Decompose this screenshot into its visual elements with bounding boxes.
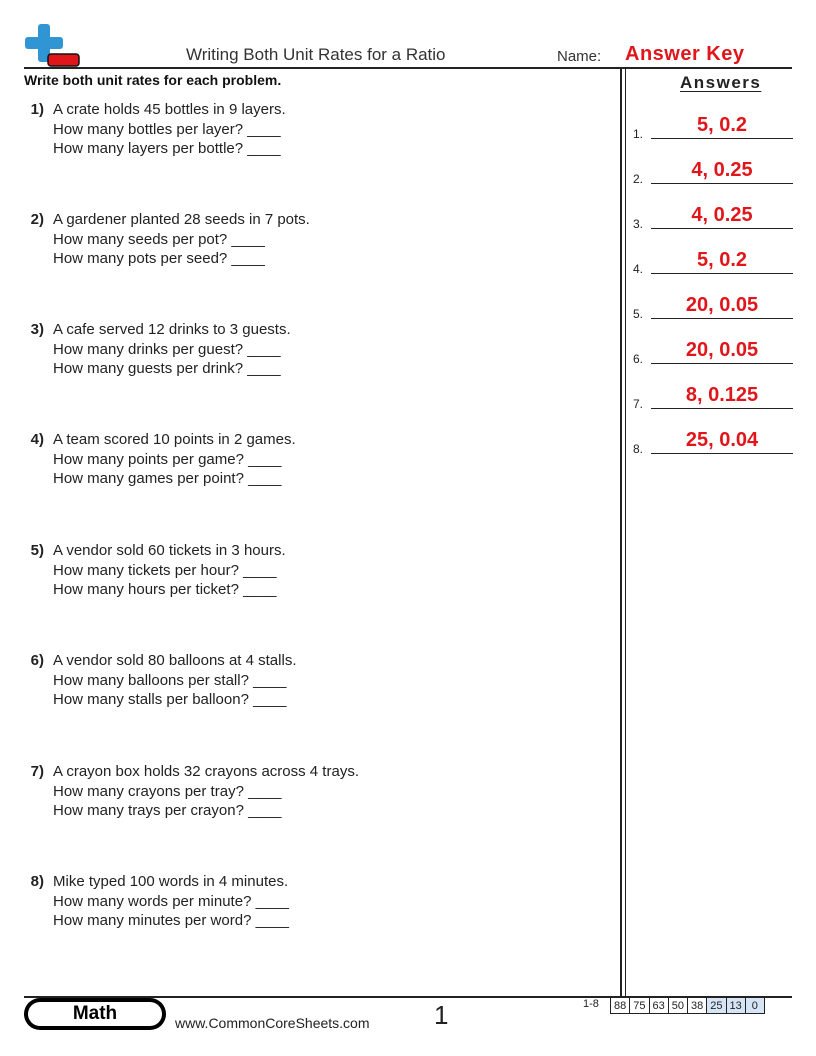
- answer-value: 8, 0.125: [685, 384, 759, 406]
- score-cell: 75: [630, 998, 649, 1014]
- answers-heading: Answers: [680, 73, 762, 92]
- answer-line: [651, 183, 793, 184]
- answer-line: [651, 273, 793, 274]
- problem-number: 4): [30, 431, 44, 448]
- problem-question: How many words per minute? ____: [53, 893, 289, 910]
- answer-line: [651, 453, 793, 454]
- problem-number: 6): [30, 652, 44, 669]
- score-cell: 63: [649, 998, 668, 1014]
- answer-row-2: [633, 154, 793, 184]
- column-divider-inner: [625, 69, 626, 996]
- score-table: [610, 997, 765, 1014]
- score-range-label: 1-8: [583, 998, 599, 1010]
- problem-question: How many pots per seed? ____: [53, 250, 265, 267]
- subject-label: Math: [28, 1002, 162, 1026]
- problem-statement: A cafe served 12 drinks to 3 guests.: [53, 321, 291, 338]
- plus-minus-logo-icon: [24, 23, 80, 68]
- answer-line: [651, 318, 793, 319]
- answer-number: 2.: [633, 172, 644, 186]
- problem-question: How many minutes per word? ____: [53, 912, 289, 929]
- problem-question: How many bottles per layer? ____: [53, 121, 281, 138]
- answer-line: [651, 408, 793, 409]
- problem-statement: A vendor sold 60 tickets in 3 hours.: [53, 542, 286, 559]
- answer-line: [651, 138, 793, 139]
- instructions: Write both unit rates for each problem.: [24, 72, 282, 88]
- answer-number: 8.: [633, 442, 644, 456]
- answer-row-7: [633, 379, 793, 409]
- answer-value: 25, 0.04: [685, 429, 759, 451]
- problem-question: How many drinks per guest? ____: [53, 341, 281, 358]
- answer-row-3: [633, 199, 793, 229]
- answer-number: 3.: [633, 217, 644, 231]
- answer-row-1: [633, 109, 793, 139]
- problem-question: How many seeds per pot? ____: [53, 231, 265, 248]
- answer-value: 4, 0.25: [691, 204, 753, 226]
- score-cell: 50: [668, 998, 687, 1014]
- problem-statement: A gardener planted 28 seeds in 7 pots.: [53, 211, 310, 228]
- problem-question: How many layers per bottle? ____: [53, 140, 281, 157]
- problem-question: How many points per game? ____: [53, 451, 282, 468]
- answer-number: 7.: [633, 397, 644, 411]
- problem-question: How many balloons per stall? ____: [53, 672, 287, 689]
- answer-line: [651, 228, 793, 229]
- problem-number: 1): [30, 101, 44, 118]
- problem-statement: A crate holds 45 bottles in 9 layers.: [53, 101, 286, 118]
- problem-question: How many games per point? ____: [53, 470, 282, 487]
- answer-value: 4, 0.25: [691, 159, 753, 181]
- problem-statement: A vendor sold 80 balloons at 4 stalls.: [53, 652, 297, 669]
- answer-row-5: [633, 289, 793, 319]
- answer-value: 5, 0.2: [696, 114, 748, 136]
- problem-statement: Mike typed 100 words in 4 minutes.: [53, 873, 289, 890]
- answer-number: 1.: [633, 127, 644, 141]
- problem-question: How many tickets per hour? ____: [53, 562, 277, 579]
- answer-value: 20, 0.05: [685, 294, 759, 316]
- problem-question: How many crayons per tray? ____: [53, 783, 282, 800]
- worksheet-title: Writing Both Unit Rates for a Ratio: [186, 45, 446, 64]
- site-url: www.CommonCoreSheets.com: [175, 1015, 370, 1031]
- answer-key-label: Answer Key: [625, 43, 745, 65]
- answer-value: 20, 0.05: [685, 339, 759, 361]
- problem-question: How many guests per drink? ____: [53, 360, 281, 377]
- answer-number: 6.: [633, 352, 644, 366]
- problem-question: How many hours per ticket? ____: [53, 581, 277, 598]
- subject-badge: [24, 998, 166, 1030]
- problem-number: 7): [30, 763, 44, 780]
- answer-row-4: [633, 244, 793, 274]
- answer-number: 4.: [633, 262, 644, 276]
- answer-value: 5, 0.2: [696, 249, 748, 271]
- header-divider: [24, 67, 792, 69]
- answer-number: 5.: [633, 307, 644, 321]
- problem-question: How many stalls per balloon? ____: [53, 691, 287, 708]
- score-cell: 25: [707, 998, 726, 1014]
- problem-question: How many trays per crayon? ____: [53, 802, 282, 819]
- score-cell: 13: [726, 998, 745, 1014]
- score-cell: 0: [745, 998, 764, 1014]
- answer-line: [651, 363, 793, 364]
- name-label: Name:: [557, 48, 602, 65]
- problem-number: 8): [30, 873, 44, 890]
- problem-number: 2): [30, 211, 44, 228]
- answer-row-6: [633, 334, 793, 364]
- problem-number: 3): [30, 321, 44, 338]
- column-divider: [620, 69, 622, 996]
- problem-statement: A team scored 10 points in 2 games.: [53, 431, 296, 448]
- problem-statement: A crayon box holds 32 crayons across 4 trays.: [53, 763, 359, 780]
- score-cell: 88: [611, 998, 630, 1014]
- problem-number: 5): [30, 542, 44, 559]
- page-number: 1: [434, 1000, 449, 1030]
- score-cell: 38: [688, 998, 707, 1014]
- answer-row-8: [633, 424, 793, 454]
